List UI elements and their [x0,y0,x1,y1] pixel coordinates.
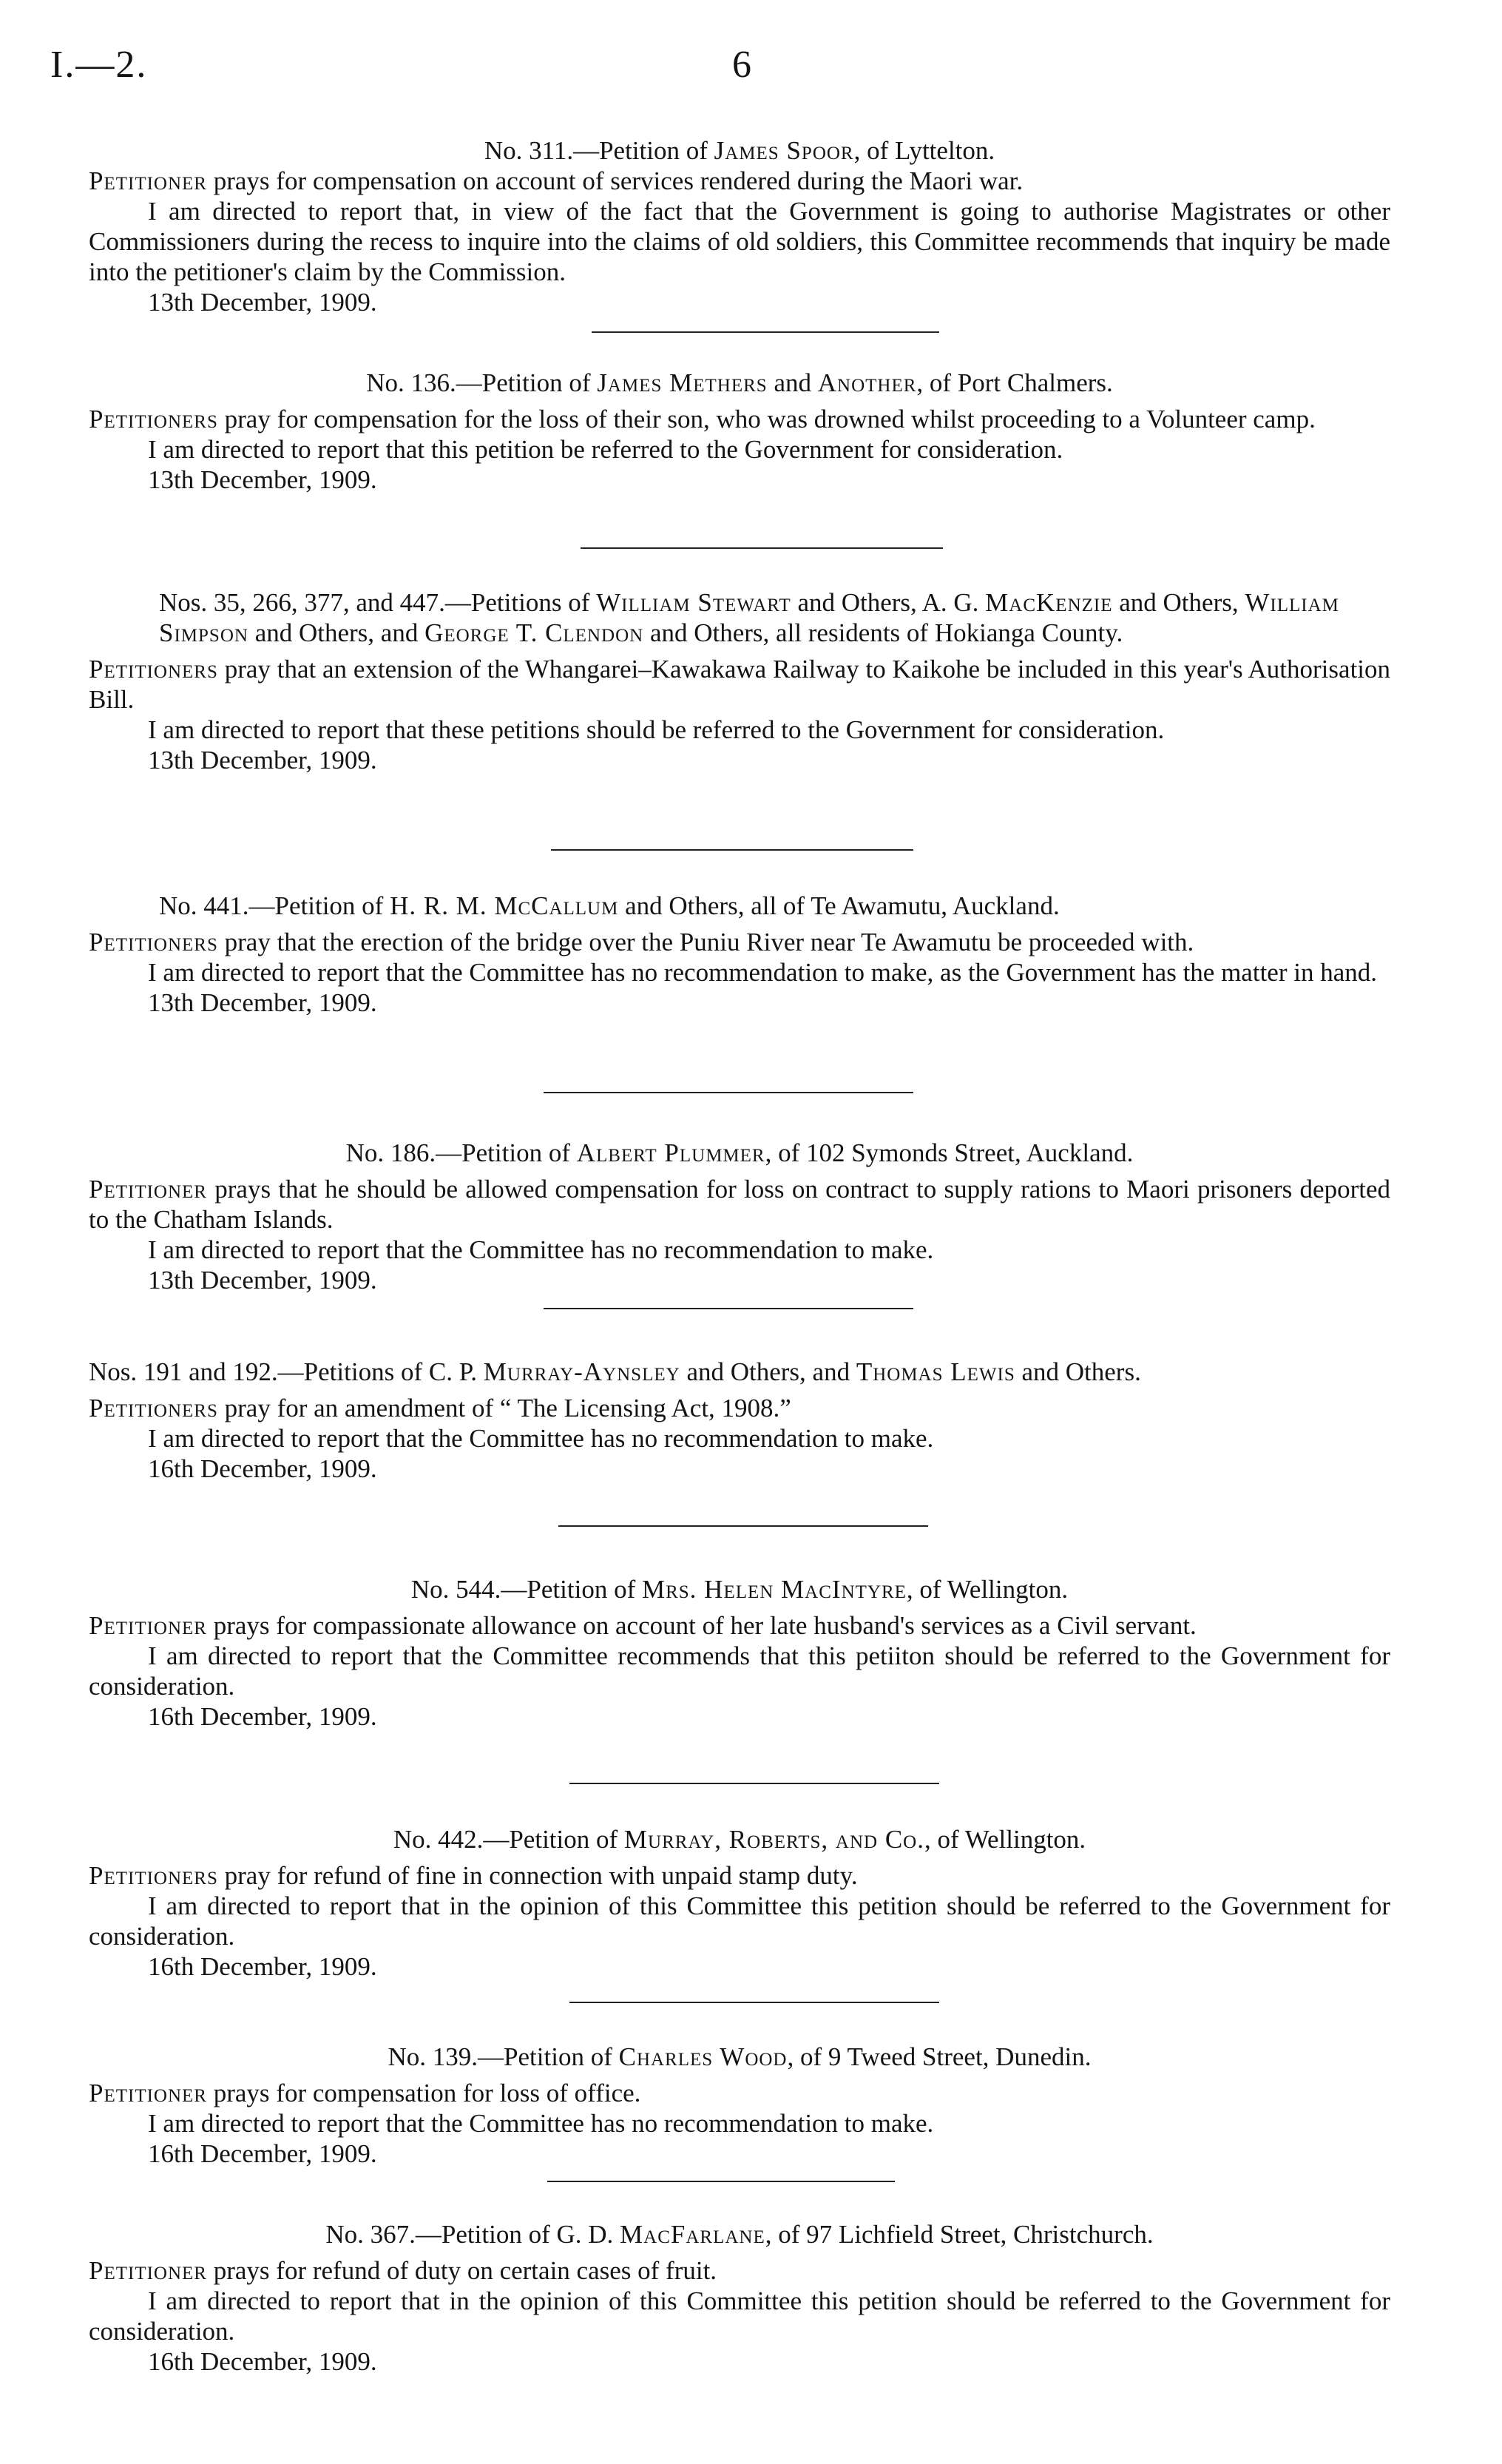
petition-heading: Nos. 191 and 192.—Petitions of C. P. Murray-Aynsley and Others, and Thomas Lewis and Others. [89,1357,1141,1386]
petition-heading: Nos. 35, 266, 377, and 447.—Petitions of William Stewart and Others, A. G. MacKenzie and Others, William Simpson and Others, and George T. Clendon and Others, all residents of Hokianga County. [159,588,1339,647]
committee-report: I am directed to report that these petitions should be referred to the Government for consideration. [148,715,1165,744]
petition-311 [89,135,1390,317]
committee-report: I am directed to report that the Committee recommends that this petiiton should be referred to the Government for consideration. [89,1641,1390,1701]
page-number: 6 [732,44,751,86]
committee-report: I am directed to report that the Committee has no recommendation to make. [148,1235,934,1264]
petition-heading: No. 367.—Petition of G. D. MacFarlane, of 97 Lichfield Street, Christchurch. [325,2220,1154,2249]
committee-report: I am directed to report that in the opinion of this Committee this petition should be referred to the Government for consideration. [89,1891,1390,1951]
petition-heading: No. 544.—Petition of Mrs. Helen MacIntyre, of Wellington. [410,1575,1069,1604]
report-date: 13th December, 1909. [148,988,377,1017]
petition-prayer: Petitioner prays for compensation for loss of office. [89,2079,641,2107]
section-divider [558,1525,928,1527]
report-date: 13th December, 1909. [148,1266,377,1295]
petition-heading: No. 139.—Petition of Charles Wood, of 9 Tweed Street, Dunedin. [388,2042,1092,2071]
petition-heading: No. 441.—Petition of H. R. M. McCallum and Others, all of Te Awamutu, Auckland. [159,891,1060,920]
petition-35-266-377-447 [89,587,1390,775]
petition-186 [89,1138,1390,1295]
petition-139 [89,2042,1390,2169]
committee-report: I am directed to report that, in view of the fact that the Government is going to authorise Magistrates or other Commissioners during the recess to inquire into the claims of old soldiers, this Committee recommends that inquiry be made into the petitioner's claim by the Commission. [89,197,1390,286]
document-reference: I.—2. [50,44,148,86]
petition-367 [89,2219,1390,2377]
report-date: 16th December, 1909. [148,1702,377,1731]
report-date: 16th December, 1909. [148,1454,377,1483]
petition-prayer: Petitioners pray for an amendment of “ The Licensing Act, 1908.” [89,1394,791,1422]
committee-report: I am directed to report that this petition be referred to the Government for consideration. [148,435,1063,464]
report-date: 13th December, 1909. [148,465,377,494]
committee-report: I am directed to report that the Committee has no recommendation to make. [148,2109,934,2138]
report-date: 16th December, 1909. [148,2347,377,2376]
petition-441 [89,891,1390,1018]
petition-prayer: Petitioners pray that the erection of the bridge over the Puniu River near Te Awamutu be proceeded with. [89,928,1194,956]
petition-prayer: Petitioner prays that he should be allowed compensation for loss on contract to supply rations to Maori prisoners deported to the Chatham Islands. [89,1175,1390,1234]
petitioner-name: James Spoor [714,136,854,165]
section-divider [581,547,943,549]
petition-prayer: Petitioners pray for refund of fine in connection with unpaid stamp duty. [89,1861,858,1890]
section-divider [569,1783,939,1784]
petition-prayer: Petitioner prays for compassionate allowance on account of her late husband's services as a Civil servant. [89,1611,1197,1640]
petition-prayer: Petitioners pray that an extension of the Whangarei–Kawakawa Railway to Kaikohe be included in this year's Authorisation Bill. [89,655,1391,714]
report-date: 13th December, 1909. [148,746,377,774]
petition-heading: No. 136.—Petition of James Methers and Another, of Port Chalmers. [366,368,1113,397]
section-divider [544,1092,913,1093]
committee-report: I am directed to report that in the opinion of this Committee this petition should be referred to the Government for consideration. [89,2286,1390,2346]
committee-report: I am directed to report that the Committee has no recommendation to make. [148,1424,934,1453]
petition-191-192 [89,1357,1390,1484]
section-divider [547,2181,895,2182]
petition-544 [89,1574,1390,1732]
petition-prayer: Petitioner prays for refund of duty on certain cases of fruit. [89,2256,717,2285]
petition-prayer: Petitioner prays for compensation on account of services rendered during the Maori war. [89,166,1024,195]
petition-136 [89,368,1390,495]
report-date: 16th December, 1909. [148,2139,377,2168]
section-divider [551,849,913,851]
petition-heading: No. 311.—Petition of James Spoor, of Lyttelton. [484,136,995,165]
section-divider [544,1308,913,1309]
petition-442 [89,1824,1390,1982]
petition-heading: No. 186.—Petition of Albert Plummer, of 102 Symonds Street, Auckland. [345,1138,1134,1167]
report-date: 16th December, 1909. [148,1952,377,1981]
committee-report: I am directed to report that the Committee has no recommendation to make, as the Government has the matter in hand. [148,958,1377,987]
section-divider [592,331,939,333]
section-divider [569,2002,939,2003]
petition-heading: No. 442.—Petition of Murray, Roberts, and Co., of Wellington. [393,1825,1086,1854]
petition-prayer: Petitioners pray for compensation for the loss of their son, who was drowned whilst proceeding to a Volunteer camp. [89,405,1316,433]
report-date: 13th December, 1909. [148,288,377,317]
